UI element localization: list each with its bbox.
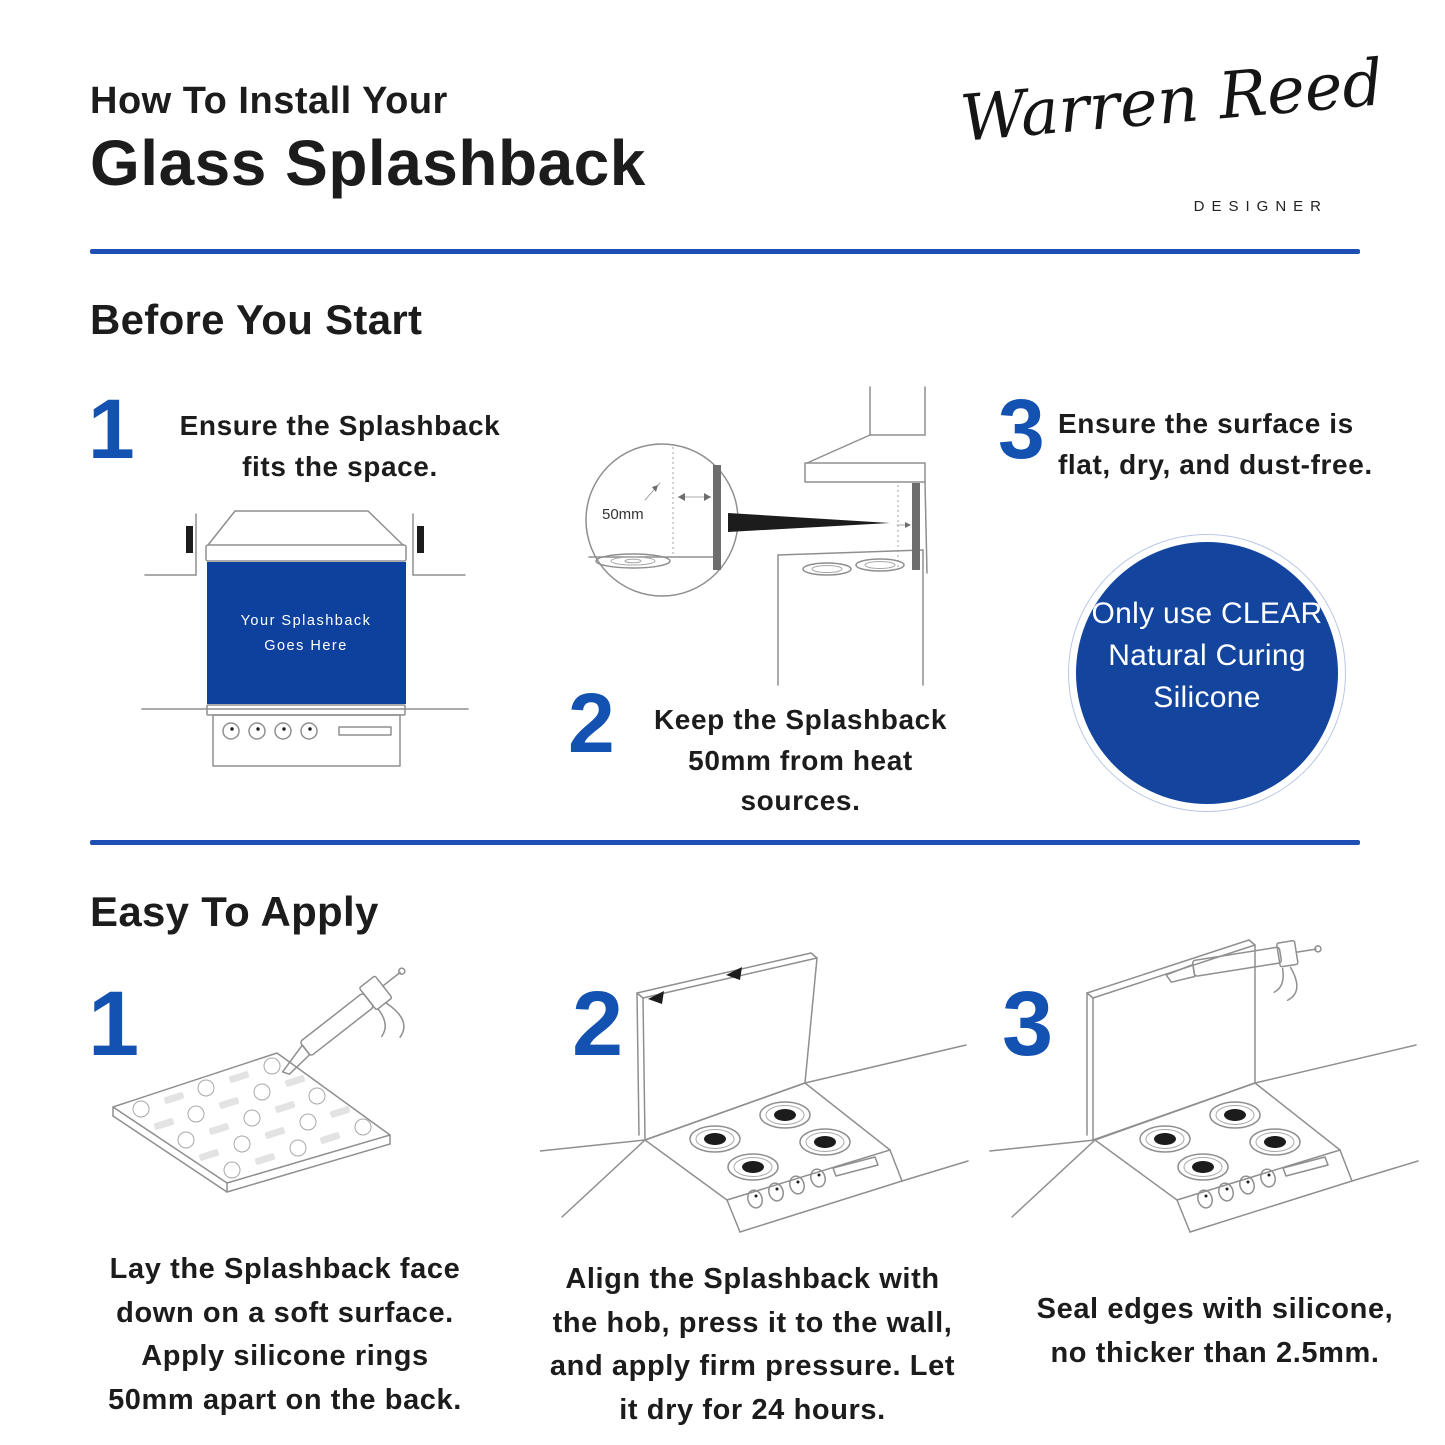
brand-logo (957, 46, 1387, 157)
page-title-line1: How To Install Your (90, 80, 448, 122)
before-step2-number: 2 (568, 676, 615, 770)
caulking-gun-icon (271, 959, 436, 1107)
brand-logo-subtitle: DESIGNER (1193, 198, 1328, 215)
splashback-placeholder-line1: Your Splashback (240, 613, 372, 629)
cabinet-handle-left (186, 526, 193, 553)
measure-label: 50mm (602, 506, 644, 523)
heat-distance-illustration (545, 385, 975, 690)
caulking-gun-icon (1164, 937, 1328, 1019)
magnifier-pointer (728, 513, 890, 532)
apply-step2-text: Align the Splashback with the hob, press it to the wall, and apply firm pressure. Let it dry for 24 hours. (549, 1263, 956, 1426)
align-splashback-illustration (540, 935, 970, 1250)
silicone-badge (1068, 534, 1346, 812)
apply-step3-number: 3 (1002, 973, 1054, 1075)
before-step2-text: Keep the Splashback 50mm from heat sources. (653, 704, 948, 817)
section-divider-middle (90, 840, 1360, 845)
before-step3-number: 3 (998, 382, 1045, 476)
brand-logo-script: Warren Reed (957, 46, 1387, 157)
seal-edges-illustration (985, 930, 1440, 1260)
apply-heading: Easy To Apply (90, 888, 379, 935)
before-heading: Before You Start (90, 296, 423, 343)
knob-dot (230, 727, 233, 730)
section-divider-top (90, 249, 1360, 254)
apply-step1-number: 1 (88, 973, 140, 1075)
splashback-panel (207, 562, 406, 704)
splashback-edge-zoomed (713, 465, 721, 570)
silicone-badge-text: Only use CLEAR Natural Curing Silicone (1076, 542, 1338, 804)
before-step3-text: Ensure the surface is flat, dry, and dust-free. (1058, 408, 1373, 480)
before-step1-number: 1 (88, 382, 135, 476)
splashback-edge (912, 483, 920, 570)
before-step1-text: Ensure the Splashback fits the space. (179, 410, 501, 482)
press-arrow-icon (648, 991, 664, 1004)
page-title-line2: Glass Splashback (90, 127, 646, 199)
apply-step2-number: 2 (572, 973, 624, 1075)
apply-silicone-illustration (110, 950, 550, 1250)
splashback-placeholder-line2: Goes Here (264, 638, 348, 654)
apply-step3-text: Seal edges with silicone, no thicker than 2.5mm. (1036, 1293, 1394, 1369)
splashback-fit-illustration (120, 478, 520, 788)
cabinet-handle-right (417, 526, 424, 553)
apply-step1-text: Lay the Splashback face down on a soft surface. Apply silicone rings 50mm apart on the back. (108, 1253, 462, 1416)
